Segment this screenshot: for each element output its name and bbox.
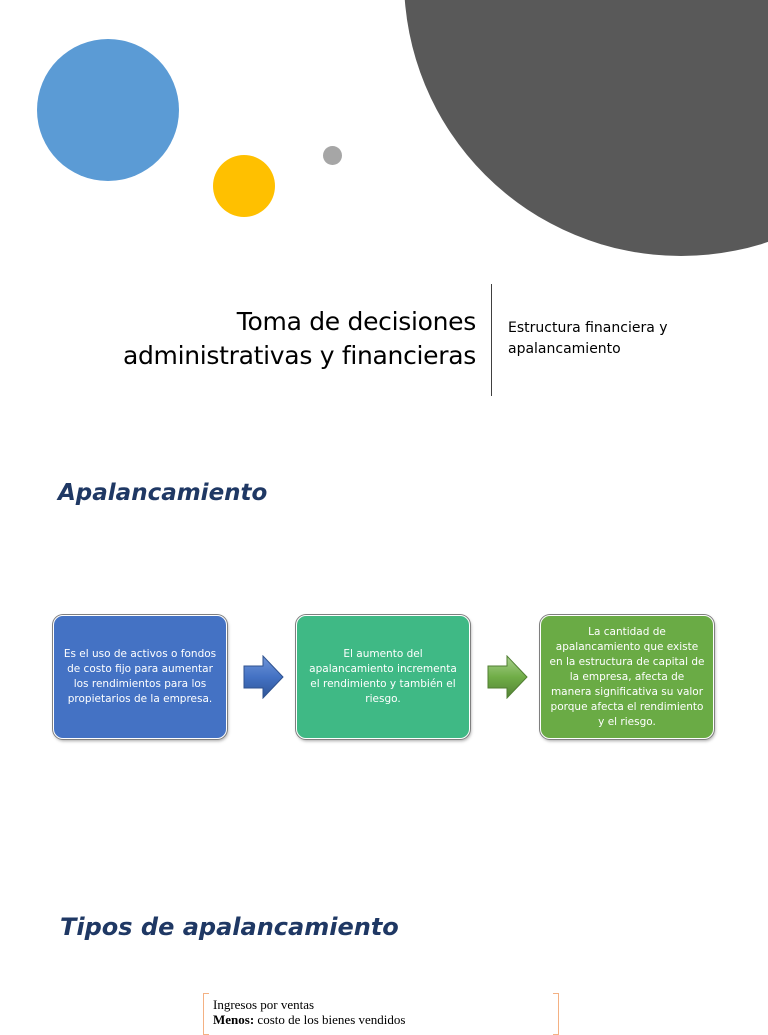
- decorative-yellow-circle: [213, 155, 275, 217]
- flow-box-effect: [296, 615, 470, 739]
- flow-box-text: El aumento del apalancamiento incrementa el rendimiento y también el riesgo.: [309, 648, 457, 705]
- decorative-blue-circle: [37, 39, 179, 181]
- income-line-cogs: [213, 1012, 405, 1027]
- section-heading-tipos: Tipos de apalancamiento: [60, 913, 399, 941]
- right-arrow-icon: [487, 655, 528, 699]
- section-heading-apalancamiento: Apalancamiento: [58, 480, 268, 506]
- flow-box-text: Es el uso de activos o fondos de costo fijo para aumentar los rendimientos para los propietarios de la empresa.: [63, 648, 217, 705]
- income-line-sales: Ingresos por ventas: [213, 997, 315, 1012]
- flow-box-impact: [540, 615, 714, 739]
- income-statement-box: [203, 993, 559, 1033]
- right-arrow-icon: [243, 655, 284, 699]
- decorative-gray-dot: [323, 146, 342, 165]
- title-line-1: Toma de decisiones: [236, 307, 476, 336]
- income-line-text: costo de los bienes vendidos: [254, 1012, 406, 1027]
- flow-box-text: La cantidad de apalancamiento que existe en la estructura de capital de la empresa, afecta de manera significativa su valor porque afecta el rendimiento y el riesgo.: [549, 625, 705, 728]
- flow-box-definition: [53, 615, 227, 739]
- left-bracket: [203, 993, 209, 1035]
- title-divider: [491, 284, 492, 396]
- decorative-dark-circle: [404, 0, 768, 256]
- title-line-2: administrativas y financieras: [122, 341, 476, 370]
- presentation-subtitle: Estructura financiera y apalancamiento: [508, 320, 668, 357]
- right-bracket: [553, 993, 559, 1035]
- presentation-title: [60, 305, 476, 373]
- income-line-label: Menos:: [213, 1012, 255, 1027]
